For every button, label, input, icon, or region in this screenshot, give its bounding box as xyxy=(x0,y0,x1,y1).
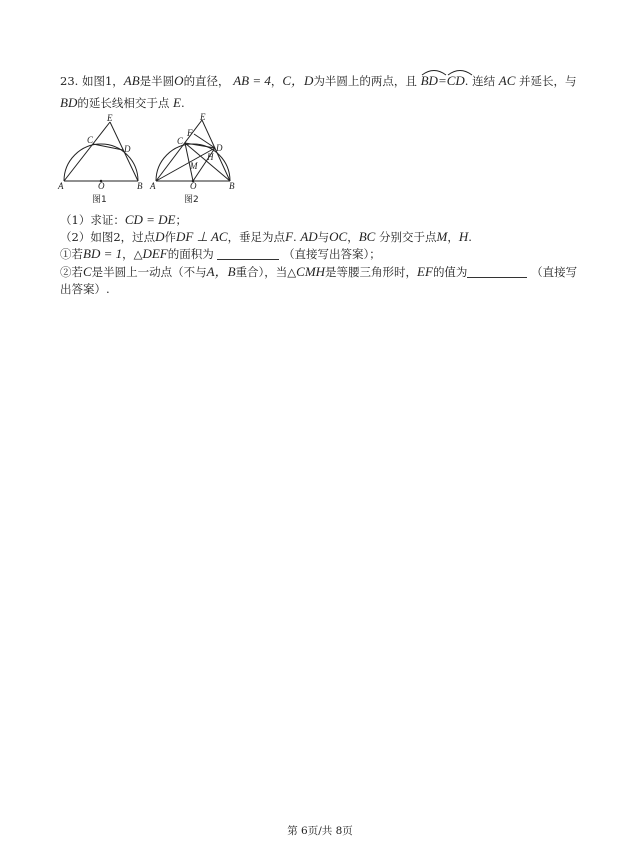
text: ，垂足为点 xyxy=(227,230,286,244)
text: 的直径， xyxy=(183,74,230,88)
math-C: C xyxy=(83,264,92,279)
question-2-line-2 xyxy=(60,281,110,297)
figure-1 xyxy=(56,112,146,205)
fig2-label-A: A xyxy=(150,181,156,191)
fig1-label-A: A xyxy=(58,181,64,191)
math-E: E xyxy=(173,95,181,110)
math-EF: EF xyxy=(417,264,433,279)
text: 分别交于点 xyxy=(379,230,437,244)
problem-line-2 xyxy=(60,95,185,111)
text: . xyxy=(468,230,472,244)
math-H: H xyxy=(458,229,469,244)
math-OC: OC xyxy=(329,229,348,244)
text: 是等腰三角形时， xyxy=(325,265,418,279)
text: 的延长线相交于点 xyxy=(77,96,170,110)
fig1-label-O: O xyxy=(98,181,105,191)
math-BC: BC xyxy=(358,229,376,244)
fig1-label-D: D xyxy=(124,144,131,154)
math-O: O xyxy=(174,73,184,88)
text: ①若 xyxy=(60,247,83,261)
question-1 xyxy=(60,246,381,262)
fig2-label-D: D xyxy=(216,143,223,153)
part-2 xyxy=(60,229,472,245)
equals: = xyxy=(437,73,447,88)
text: ， xyxy=(270,74,283,88)
math-A-B: A，B xyxy=(206,264,236,279)
answer-blank-2[interactable] xyxy=(467,265,527,278)
math-AB: AB xyxy=(123,73,140,88)
answer-blank-1[interactable] xyxy=(217,247,279,260)
math-DEF: DEF xyxy=(142,246,168,261)
fig2-label-C: C xyxy=(177,136,184,146)
arc-mark-icon xyxy=(421,68,447,76)
fig2-label-F: F xyxy=(187,128,193,138)
arc-BD xyxy=(421,68,438,89)
question-2 xyxy=(60,264,577,280)
math-F: F xyxy=(285,229,294,244)
math-C-D: C，D xyxy=(282,73,314,88)
text: ②若 xyxy=(60,265,83,279)
text: ； xyxy=(175,213,187,227)
fig2-label-B: B xyxy=(229,181,235,191)
text: 出答案）. xyxy=(60,282,110,296)
text: 为半圆上的两点，且 xyxy=(313,74,417,88)
text: 如图1， xyxy=(81,74,124,88)
fig2-label-M: M xyxy=(190,161,198,171)
math-M: M xyxy=(436,229,448,244)
math-AB-eq: AB = 4 xyxy=(233,73,271,88)
fig2-label-O: O xyxy=(190,181,197,191)
fig1-label-B: B xyxy=(137,181,143,191)
math-BD-eq-1: BD = 1 xyxy=(83,246,123,261)
problem-number: 23. xyxy=(60,74,79,88)
figure-2-diagram xyxy=(148,112,238,192)
arc-label: BD xyxy=(420,73,438,88)
text: 的面积为 xyxy=(167,247,214,261)
text: . xyxy=(180,96,185,110)
text: ，△ xyxy=(122,247,143,261)
text: 的值为 xyxy=(432,265,468,279)
part-1 xyxy=(60,212,187,228)
math-BD: BD xyxy=(60,95,78,110)
page-footer: 第 6页/共 8页 xyxy=(287,825,353,837)
text: 并延长，与 xyxy=(519,74,577,88)
text: 是半圆 xyxy=(139,74,175,88)
math-AC: AC xyxy=(498,73,516,88)
arc-mark-icon xyxy=(447,68,473,76)
problem-line-1 xyxy=(60,68,577,89)
text: 与 xyxy=(317,230,330,244)
figure-1-diagram xyxy=(56,112,146,192)
fig1-label-E: E xyxy=(107,113,113,123)
text: . 连结 xyxy=(464,74,496,88)
math-AD: AD xyxy=(300,229,318,244)
math-D: D xyxy=(155,229,165,244)
arc-CD xyxy=(447,68,465,89)
fig1-label-C: C xyxy=(87,135,94,145)
text: 作 xyxy=(164,230,177,244)
text: （2）如图2，过点 xyxy=(60,230,156,244)
math-DF-perp-AC: DF ⊥ AC xyxy=(176,229,228,244)
text: ， xyxy=(347,230,359,244)
text: 重合），当△ xyxy=(235,265,297,279)
text: （直接写 xyxy=(531,265,578,279)
text: （1）求证： xyxy=(60,213,125,227)
text: ， xyxy=(447,230,459,244)
fig2-label-H: H xyxy=(207,152,214,162)
fig2-label-E: E xyxy=(200,112,206,122)
arc-label: CD xyxy=(446,73,465,88)
math-CMH: CMH xyxy=(296,264,326,279)
text: . xyxy=(293,230,297,244)
text: （直接写出答案）； xyxy=(283,247,381,261)
text: 是半圆上一动点（不与 xyxy=(91,265,207,279)
figure-2-caption: 图2 xyxy=(184,195,199,205)
figure-2 xyxy=(148,112,238,205)
figure-1-caption: 图1 xyxy=(92,195,107,205)
math-CD-DE: CD = DE xyxy=(124,212,176,227)
